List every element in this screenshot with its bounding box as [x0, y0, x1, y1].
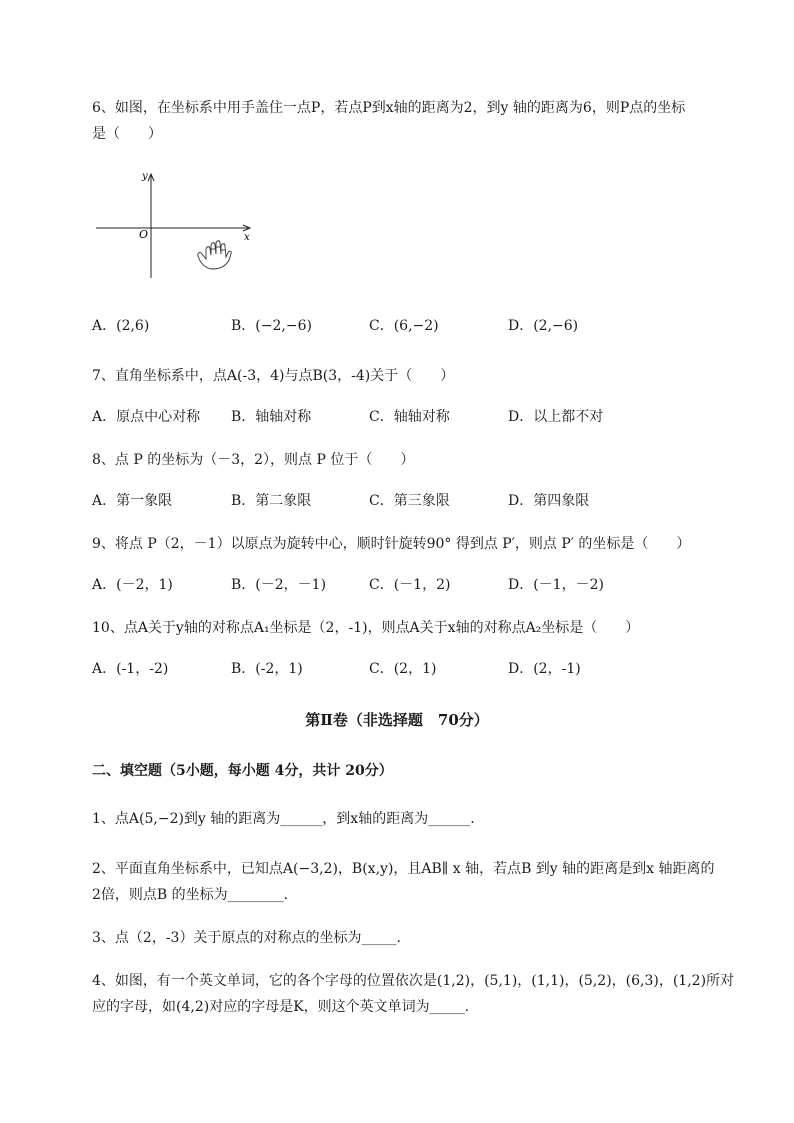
fill-q4-line2: 应的字母，如(4,2)对应的字母是K，则这个英文单词为_____.: [92, 999, 470, 1015]
q7-option-a: A．原点中心对称: [92, 409, 201, 425]
q10-option-c: C．(2，1): [369, 661, 437, 677]
y-axis-label: y: [142, 171, 148, 182]
q10-option-d: D．(2，-1): [508, 661, 581, 677]
q6-option-b: B．(−2,−6): [231, 318, 312, 334]
fill-q3: 3、点（2，-3）关于原点的对称点的坐标为_____.: [92, 930, 401, 946]
q6-stem-line2: 是（ ）: [92, 126, 162, 142]
part2-title: 第Ⅱ卷（非选择题 70分）: [305, 711, 489, 729]
origin-label: O: [139, 228, 149, 241]
q7-option-c: C．轴轴对称: [369, 409, 450, 425]
q6-stem-line1: 6、如图，在坐标系中用手盖住一点P，若点P到x轴的距离为2，到y 轴的距离为6，则P点的坐标: [92, 100, 686, 116]
q10-stem: 10、点A关于y轴的对称点A₁坐标是（2，-1)，则点A关于x轴的对称点A₂坐标是（ ）: [92, 620, 640, 636]
q8-option-b: B．第二象限: [231, 493, 312, 509]
fill-q2-line1: 2、平面直角坐标系中，已知点A(−3,2)，B(x,y)，且AB∥ x 轴，若点B 到y 轴的距离是到x 轴距离的: [92, 861, 715, 877]
hand-icon: [198, 241, 231, 269]
coordinate-axes-diagram: [92, 166, 262, 284]
q6-option-c: C．(6,−2): [369, 318, 439, 334]
q7-stem: 7、直角坐标系中，点A(-3，4)与点B(3，-4)关于（ ）: [92, 368, 455, 384]
q10-option-a: A．(-1，-2): [92, 661, 169, 677]
q8-option-c: C．第三象限: [369, 493, 450, 509]
q6-coordinate-figure: [92, 166, 262, 284]
q10-option-b: B．(-2，1): [231, 661, 303, 677]
q9-option-d: D．(－1，－2): [508, 577, 604, 593]
q6-option-d: D．(2,−6): [508, 318, 579, 334]
q7-option-d: D．以上都不对: [508, 409, 604, 425]
q8-option-d: D．第四象限: [508, 493, 590, 509]
fill-q2-line2: 2倍，则点B 的坐标为________.: [92, 887, 289, 903]
q9-stem: 9、将点 P（2，－1）以原点为旋转中心，顺时针旋转90° 得到点 P′，则点 P′ 的坐标是（ ）: [92, 536, 691, 552]
fill-q4-line1: 4、如图，有一个英文单词，它的各个字母的位置依次是(1,2)，(5,1)，(1,1)，(5,2)，(6,3)，(1,2)所对: [92, 973, 735, 989]
x-axis-label: x: [244, 232, 250, 243]
fill-q1: 1、点A(5,−2)到y 轴的距离为______，到x轴的距离为______.: [92, 811, 475, 827]
q7-option-b: B．轴轴对称: [231, 409, 312, 425]
q8-stem: 8、点 P 的坐标为（－3，2），则点 P 位于（ ）: [92, 452, 415, 468]
q6-option-a: A．(2,6): [92, 318, 150, 334]
q9-option-b: B．(－2，－1): [231, 577, 327, 593]
q9-option-a: A．(－2，1): [92, 577, 173, 593]
q8-option-a: A．第一象限: [92, 493, 173, 509]
section2-title: 二、填空题（5小题，每小题 4分，共计 20分）: [92, 763, 393, 779]
q9-option-c: C．(－1，2): [369, 577, 451, 593]
